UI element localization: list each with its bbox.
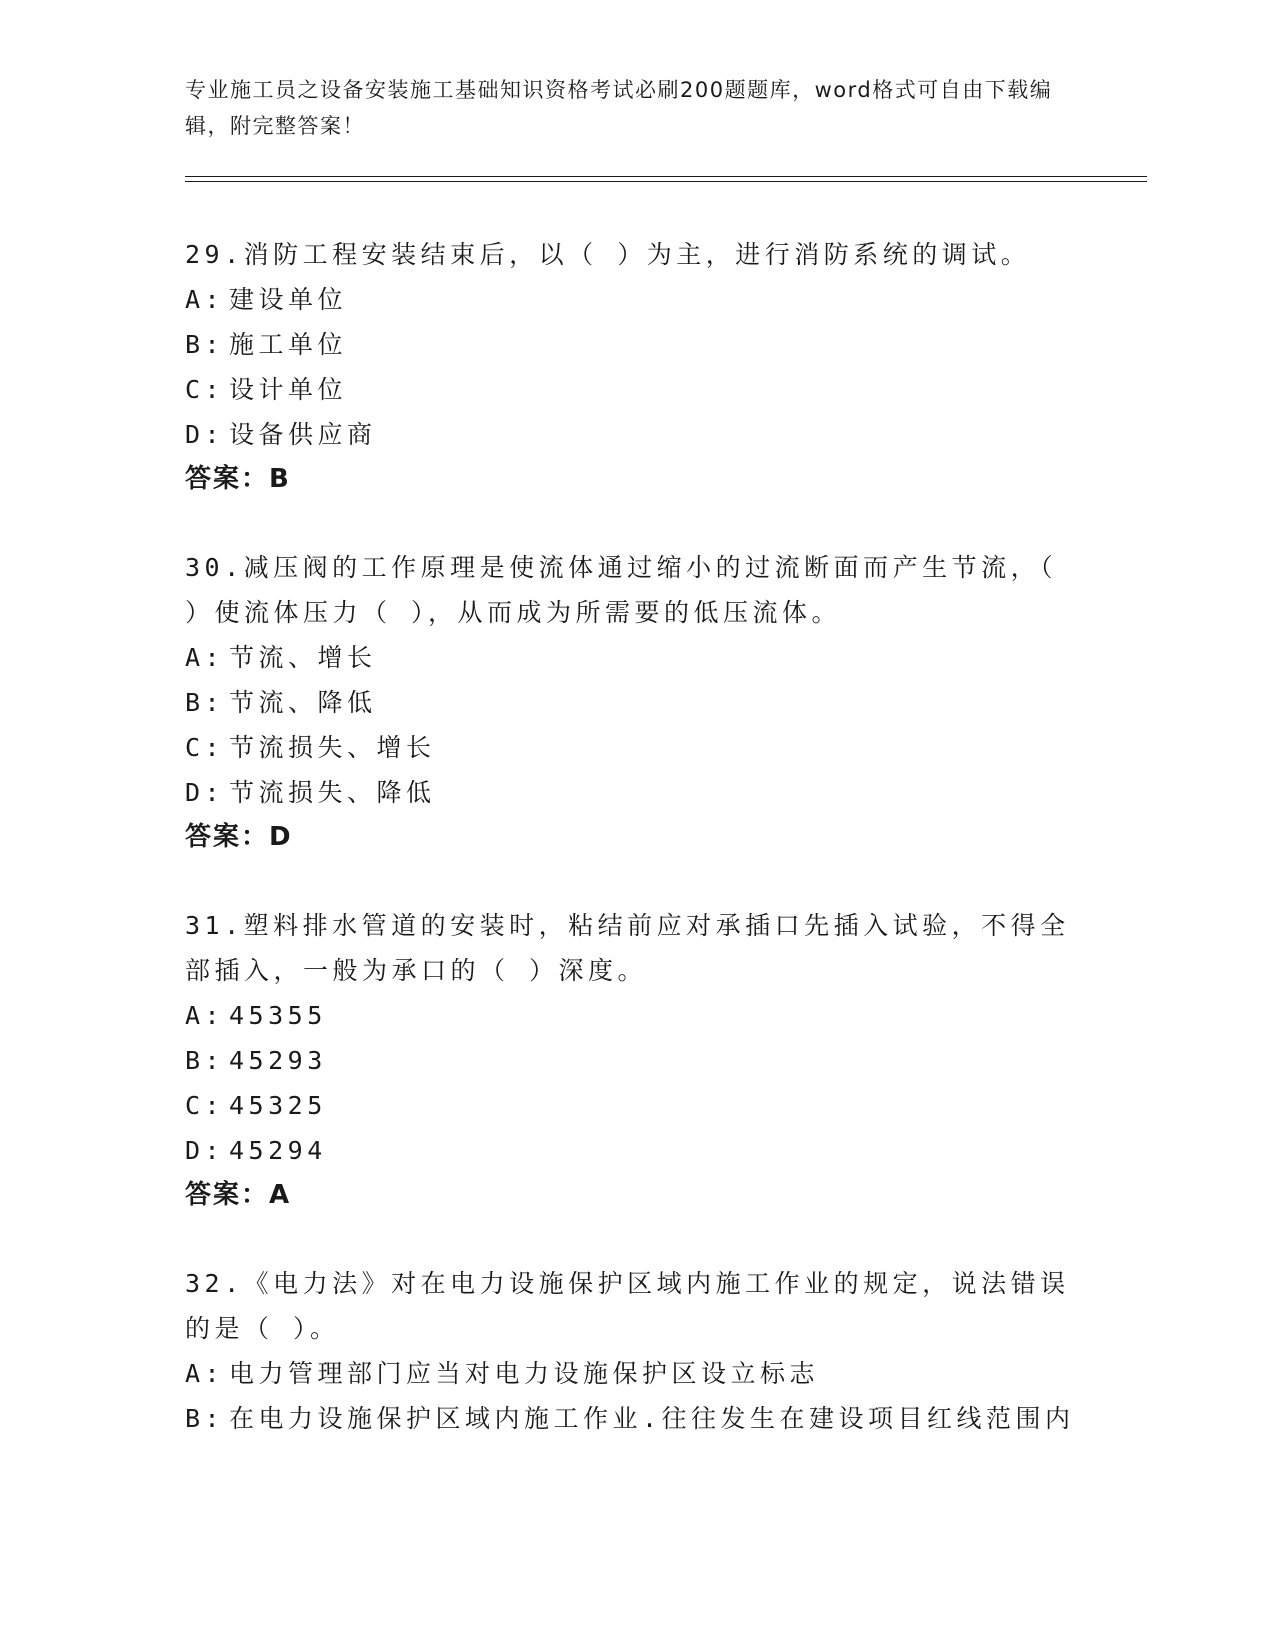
option-text: 建设单位 [229,285,348,314]
option-b [185,680,1085,725]
option-text: 节流损失、降低 [229,778,436,807]
option-b [185,1396,1085,1441]
option-text: 45355 [229,1001,327,1030]
answer-label: 答案：D [185,822,293,852]
option-letter: A: [185,1359,225,1388]
option-text: 设计单位 [229,375,348,404]
option-letter: A: [185,285,225,314]
option-letter: B: [185,1046,225,1075]
option-letter: C: [185,1091,225,1120]
option-letter: B: [185,1404,225,1433]
option-text: 45294 [229,1136,327,1165]
option-d [185,770,1085,815]
document-header: 专业施工员之设备安装施工基础知识资格考试必刷200题题库，word格式可自由下载编辑，附完整答案！ [185,78,1053,138]
question-stem: 29.消防工程安装结束后，以（ ）为主，进行消防系统的调试。 [185,240,1031,269]
option-letter: D: [185,420,225,449]
question-30 [185,545,1085,859]
option-letter: C: [185,733,225,762]
option-letter: A: [185,1001,225,1030]
option-a [185,277,1085,322]
option-a [185,635,1085,680]
header-divider-bottom [185,181,1147,182]
option-letter: A: [185,643,225,672]
option-a [185,1351,1085,1396]
question-stem: 32.《电力法》对在电力设施保护区域内施工作业的规定，说法错误的是（ ）。 [185,1269,1070,1343]
question-list [185,232,1085,1485]
option-text: 节流损失、增长 [229,733,436,762]
option-text: 节流、降低 [229,688,377,717]
question-29 [185,232,1085,501]
header-divider-top [185,176,1147,177]
option-c [185,367,1085,412]
option-b [185,322,1085,367]
answer-label: 答案：A [185,1180,292,1210]
answer-label: 答案：B [185,464,291,494]
option-text: 45325 [229,1091,327,1120]
option-text: 节流、增长 [229,643,377,672]
option-a [185,993,1085,1038]
option-letter: D: [185,1136,225,1165]
option-b [185,1038,1085,1083]
option-letter: B: [185,688,225,717]
option-text: 电力管理部门应当对电力设施保护区设立标志 [229,1359,820,1388]
option-text: 45293 [229,1046,327,1075]
option-letter: D: [185,778,225,807]
option-d [185,412,1085,457]
question-stem: 30.减压阀的工作原理是使流体通过缩小的过流断面而产生节流，（ ）使流体压力（ ），从而成为所需要的低压流体。 [185,553,1058,627]
option-text: 设备供应商 [229,420,377,449]
option-letter: B: [185,330,225,359]
option-d [185,1128,1085,1173]
question-stem: 31.塑料排水管道的安装时，粘结前应对承插口先插入试验，不得全部插入，一般为承口的（ ）深度。 [185,911,1070,985]
option-text: 施工单位 [229,330,348,359]
option-text: 在电力设施保护区域内施工作业.往往发生在建设项目红线范围内 [229,1404,1075,1433]
option-c [185,1083,1085,1128]
option-c [185,725,1085,770]
question-32 [185,1261,1085,1441]
question-31 [185,903,1085,1217]
option-letter: C: [185,375,225,404]
